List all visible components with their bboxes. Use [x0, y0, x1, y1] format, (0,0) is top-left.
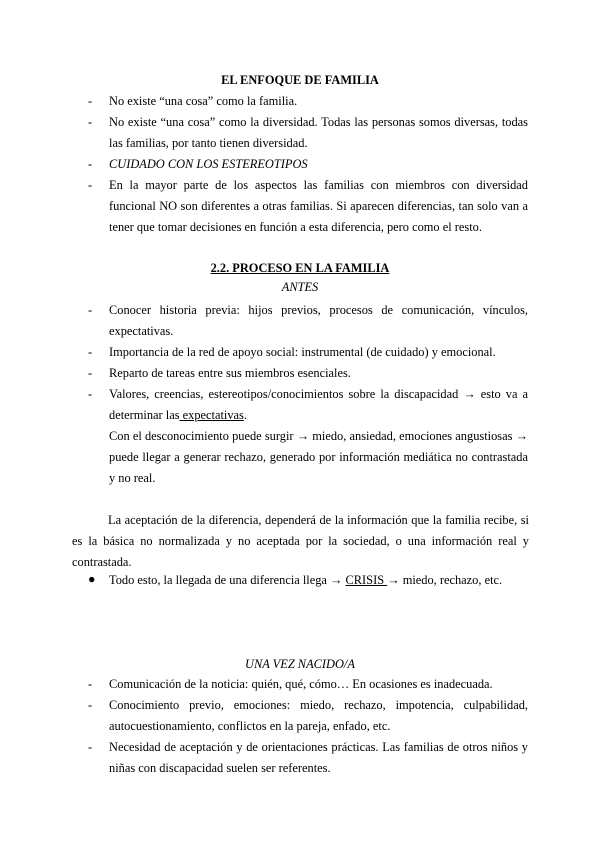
expectativas-link: expectativas [179, 408, 244, 422]
list-item: - No existe “una cosa” como la diversidad. Todas las personas somos diversas, todas las familias, por tanto tienen diversidad. [88, 112, 528, 154]
crisis-word: CRISIS [345, 573, 388, 587]
list-item: - Necesidad de aceptación y de orientaciones prácticas. Las familias de otros niños y niñas con discapacidad suelen ser referentes. [88, 737, 528, 779]
list-item: - Valores, creencias, estereotipos/conocimientos sobre la discapacidad → esto va a determinar las expectativas. Con el desconocimiento puede surgir → miedo, ansiedad, emociones angustiosas → puede llegar a generar rechazo, generado por información mediática no contrastada y no real. [88, 384, 528, 489]
dash-bullet: - [88, 387, 93, 401]
subtitle-nacido: UNA VEZ NACIDO/A [245, 657, 355, 671]
list-item: - Comunicación de la noticia: quién, qué, cómo… En ocasiones es inadecuada. [88, 674, 528, 695]
dash-bullet: - [88, 157, 93, 171]
dash-bullet: - [88, 345, 93, 359]
dash-bullet: - [88, 303, 93, 317]
list-item: - En la mayor parte de los aspectos las familias con miembros con diversidad funcional NO son diferentes a otras familias. Si aparecen diferencias, tan solo van a tener que tomar decisiones en función a esta diferencia, pero como el resto. [88, 175, 528, 238]
list-item: - Reparto de tareas entre sus miembros esenciales. [88, 363, 528, 384]
dash-bullet: - [88, 677, 93, 691]
dash-bullet: - [88, 366, 93, 380]
section-title-proceso: 2.2. PROCESO EN LA FAMILIA [210, 261, 390, 275]
list-item: - No existe “una cosa” como la familia. [88, 91, 528, 112]
antes-list [88, 300, 528, 489]
list-item: - Conocimiento previo, emociones: miedo, rechazo, impotencia, culpabilidad, autocuestionamiento, conflictos en la pareja, enfado, etc. [88, 695, 528, 737]
list-item: - Importancia de la red de apoyo social: instrumental (de cuidado) y emocional. [88, 342, 528, 363]
list-item: - CUIDADO CON LOS ESTEREOTIPOS [88, 154, 528, 175]
enfoque-list [88, 91, 528, 238]
list-item: - Conocer historia previa: hijos previos, procesos de comunicación, vínculos, expectativas. [88, 300, 528, 342]
aceptacion-paragraph: La aceptación de la diferencia, dependerá de la información que la familia recibe, si es la básica no normalizada y no aceptada por la sociedad, o una información real y contrastada. [72, 513, 529, 569]
dash-bullet: - [88, 740, 93, 754]
nacido-list [88, 674, 528, 779]
section-title-enfoque: EL ENFOQUE DE FAMILIA [221, 73, 379, 87]
subtitle-antes: ANTES [281, 280, 319, 294]
dash-bullet: - [88, 698, 93, 712]
document-page: EL ENFOQUE DE FAMILIA - No existe “una cosa” como la familia. - No existe “una cosa” como la diversidad. Todas las personas somos diversas, todas las familias, por tanto tienen diversidad. - CUIDADO CON LOS ESTEREOTIPOS - En la mayor parte de los aspectos las familias con miembros con diversidad funcional NO son diferentes a otras familias. Si aparecen diferencias, tan solo van a tener que tomar decisiones en función a esta diferencia, pero como el resto. 2.2. PROCESO EN LA FAMILIA ANTES - Conocer historia previa: hijos previos, procesos de comunicación, vínculos, expectativas. - Importancia de la red de apoyo social: instrumental (de cuidado) y emocional. - Reparto de tareas entre sus miembros esenciales. - Valores, creencias, estereotipos/conocimientos sobre la discapacidad → esto va a determinar las expectativas. Con el desconocimiento puede surgir → miedo, ansiedad, emociones angustiosas → puede llegar a generar rechazo, generado por información mediática no contrastada y no real. La aceptación de la diferencia, dependerá de la información que la familia recibe, si es la básica no normalizada y no aceptada por la sociedad, o una información real y contrastada. ● Todo esto, la llegada de una diferencia llega → CRISIS → miedo, rechazo, etc. UNA VEZ NACIDO/A - Comunicación de la noticia: quién, qué, cómo… En ocasiones es inadecuada. - Conocimiento previo, emociones: miedo, rechazo, impotencia, culpabilidad, autocuestionamiento, conflictos en la pareja, enfado, etc. - Necesidad de aceptación y de orientaciones prácticas. Las familias de otros niños y niñas con discapacidad suelen ser referentes. [0, 0, 600, 848]
dash-bullet: - [88, 115, 93, 129]
dot-bullet: ● [88, 572, 96, 586]
dash-bullet: - [88, 178, 93, 192]
dash-bullet: - [88, 94, 93, 108]
